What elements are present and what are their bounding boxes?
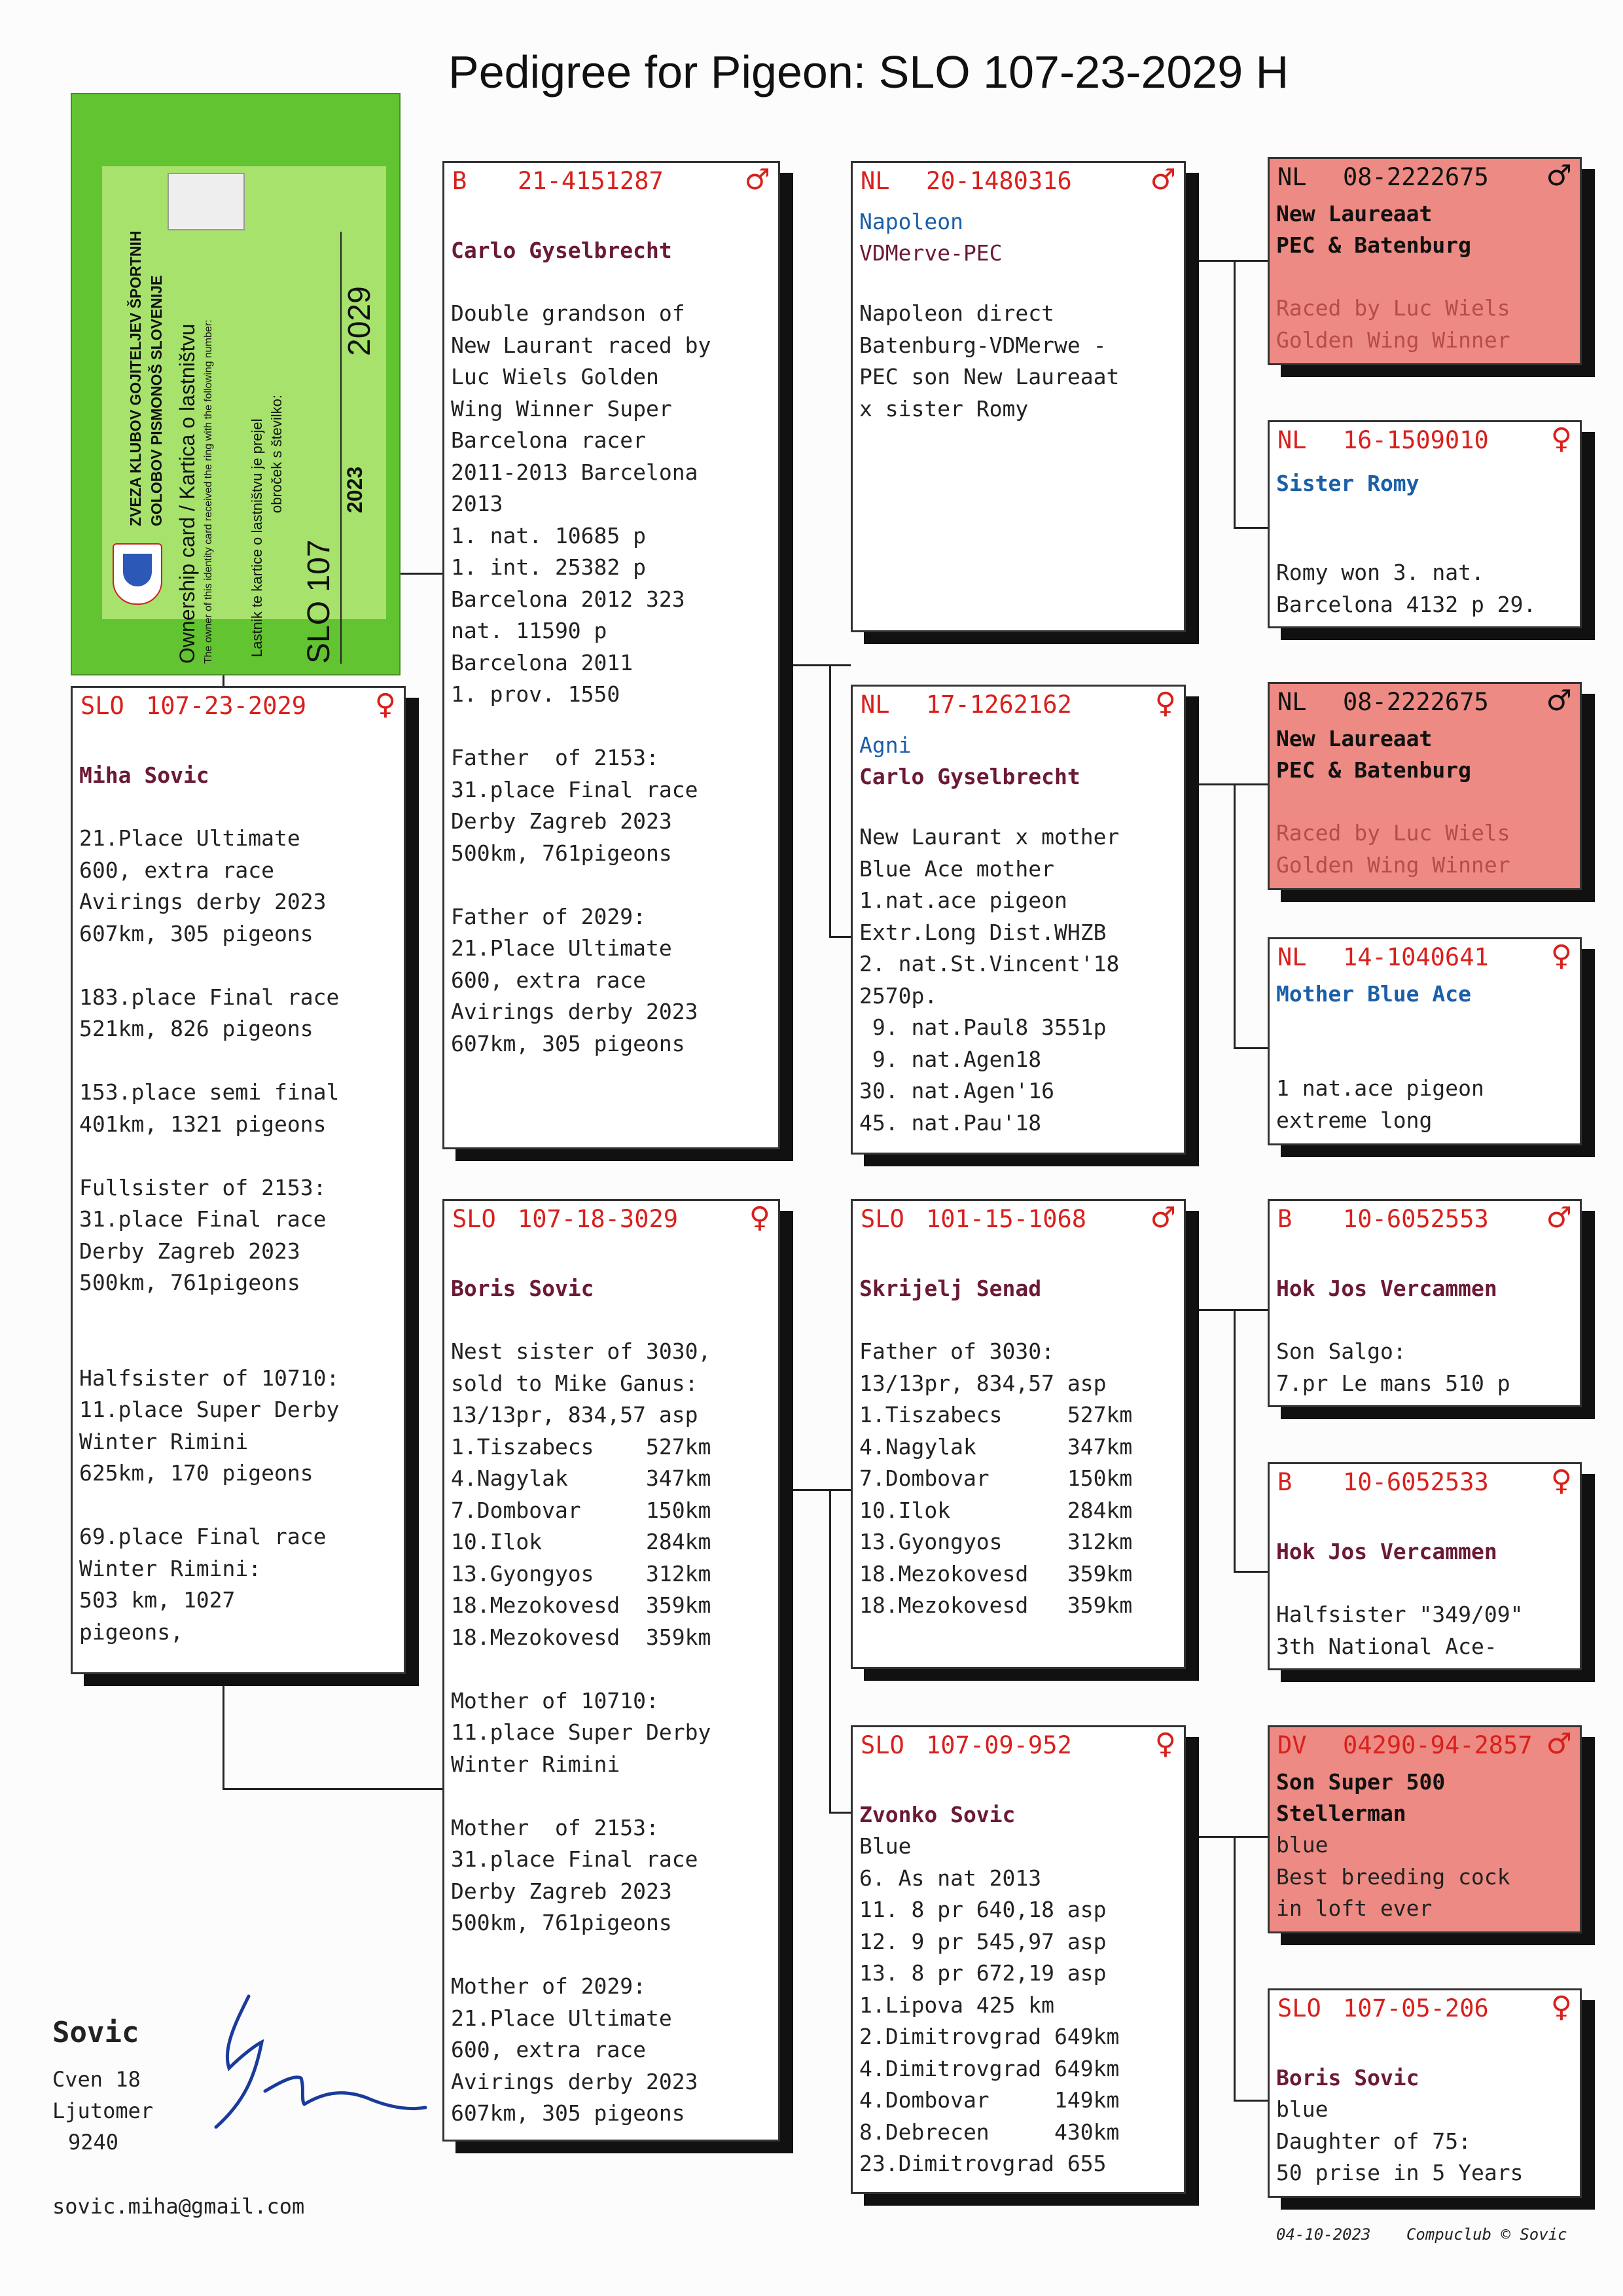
owner-note1: Lastnik te kartice o lastništvu je prejel <box>249 418 265 657</box>
owner-name: Zvonko Sovic <box>859 1802 1016 1827</box>
ring-number: 10-6052553 <box>1343 1205 1489 1233</box>
sex-icon: ♂ <box>1546 1727 1572 1761</box>
ring-year: 2023 <box>343 466 366 513</box>
card-notes: Halfsister "349/09" 3th National Ace- <box>1276 1602 1524 1659</box>
ring-number: 107-09-952 <box>926 1731 1072 1759</box>
connector <box>223 1788 444 1790</box>
card-notes: Son Salgo: 7.pr Le mans 510 p <box>1276 1338 1510 1396</box>
card-notes: blue Daughter of 75: 50 prise in 5 Years <box>1276 2096 1524 2185</box>
ring-prefix: SLO <box>1277 1994 1321 2022</box>
card-notes: Raced by Luc Wiels Golden Wing Winner <box>1276 820 1510 878</box>
org-line2: GOLOBOV PISMONOŠ SLOVENIJE <box>148 275 165 526</box>
card-subtitle: The owner of this identity card received the ring with the following number: <box>203 319 214 664</box>
pigeon-card-dam-dam[interactable] <box>851 1725 1186 2194</box>
owner-note2: obroček s številko: <box>268 395 285 513</box>
ring-prefix: DV <box>1277 1731 1307 1759</box>
ring-number: 107-18-3029 <box>518 1205 679 1233</box>
ring-prefix: NL <box>861 691 890 719</box>
ring-number: 16-1509010 <box>1343 426 1489 454</box>
footer-date: 04-10-2023 <box>1276 2225 1371 2244</box>
signature-icon <box>157 1983 432 2140</box>
sex-icon: ♀ <box>1550 422 1572 456</box>
card-notes: Double grandson of New Laurant raced by Luc Wiels Golden Wing Winner Super Barcelona racer 2011-2013 Barcelona 2013 1. nat. 10685 p 1. int. 25382 p Barcelona 2012 323 nat. 11590 p Barcelona 2011 1. prov. 1550 Father of 2153: 31.place Final race Derby Zagreb 2023 500km, 761pigeons Father of 2029: 21.Place Ultimate 600, extra race Avirings derby 2023 607km, 305 pigeons <box>451 300 711 1056</box>
sex-icon: ♂ <box>1150 1201 1176 1234</box>
ring-prefix: B <box>1277 1205 1293 1233</box>
ring-prefix: NL <box>861 167 890 195</box>
ring-number: 21-4151287 <box>518 167 664 195</box>
connector <box>1234 527 1268 529</box>
ring-number: 10-6052533 <box>1343 1468 1489 1496</box>
ownership-card <box>71 93 401 675</box>
pigeon-card-sire-sire[interactable] <box>851 161 1186 632</box>
form-line <box>340 232 342 664</box>
owner-city: Ljutomer <box>52 2098 154 2123</box>
sex-icon: ♂ <box>1150 163 1176 196</box>
ring-prefix: NL <box>1277 688 1307 716</box>
pigeon-card-dds[interactable] <box>1268 1725 1582 1933</box>
owner-name: Hok Jos Vercammen <box>1276 1276 1497 1301</box>
connector <box>1194 260 1268 262</box>
pigeon-name: Sister Romy <box>1276 471 1419 496</box>
owner-street: Cven 18 <box>52 2067 141 2092</box>
ring-prefix: B <box>452 167 467 195</box>
card-notes: Romy won 3. nat. Barcelona 4132 p 29. <box>1276 560 1537 617</box>
sex-icon: ♀ <box>1154 687 1176 720</box>
pigeon-name: New Laureaat <box>1276 726 1433 751</box>
owner-name: Hok Jos Vercammen <box>1276 1539 1497 1564</box>
sex-icon: ♂ <box>1546 684 1572 717</box>
pigeon-name: Son Super 500 <box>1276 1769 1446 1795</box>
owner-name: Carlo Gyselbrecht <box>859 764 1080 789</box>
connector <box>1234 783 1236 1049</box>
pigeon-card-dam-sire[interactable] <box>851 1199 1186 1669</box>
pigeon-name: Mother Blue Ace <box>1276 981 1472 1007</box>
card-notes: Nest sister of 3030, sold to Mike Ganus: 13/13pr, 834,57 asp 1.Tiszabecs 527km 4.Nagylak 347km 7.Dombovar 150km 10.Ilok 284km 13.Gyongyos 312km 18.Mezokovesd 359km 18.Mezokovesd 359km Mother of 10710: 11.place Super Derby Winter Rimini Mother of 2153: 31.place Final race Derby Zagreb 2023 500km, 761pigeons Mother of 2029: 21.Place Ultimate 600, extra race Avirings derby 2023 607km, 305 pigeons <box>451 1338 711 2126</box>
pigeon-card-sire-dam[interactable] <box>851 685 1186 1155</box>
footer <box>1276 2225 1567 2244</box>
connector <box>223 1685 224 1790</box>
card-notes: 21.Place Ultimate 600, extra race Avirings derby 2023 607km, 305 pigeons 183.place Final race 521km, 826 pigeons 153.place semi final 401km, 1321 pigeons Fullsister of 2153: 31.place Final race Derby Zagreb 2023 500km, 761pigeons Halfsister of 10710: 11.place Super Derby Winter Rimini 625km, 170 pigeons 69.place Final race Winter Rimini: 503 km, 1027 pigeons, <box>79 825 340 1645</box>
connector <box>829 664 831 938</box>
ring-prefix: NL <box>1277 163 1307 191</box>
owner-email[interactable]: sovic.miha@gmail.com <box>52 2194 305 2219</box>
pigeon-card-dss[interactable] <box>1268 1199 1582 1407</box>
connector <box>829 1489 831 1813</box>
slovenia-emblem-icon <box>113 543 162 605</box>
ring-prefix: SLO <box>861 1731 904 1759</box>
card-notes: blue Best breeding cock in loft ever <box>1276 1832 1510 1921</box>
ring-number: 107-23-2029 <box>146 692 307 720</box>
ring-prefix: SLO <box>80 692 124 720</box>
owner-zip: 9240 <box>68 2130 119 2155</box>
ring-number: 20-1480316 <box>926 167 1072 195</box>
pigeon-card-sds[interactable] <box>1268 682 1582 890</box>
connector <box>779 1489 851 1491</box>
ring-number: 08-2222675 <box>1343 688 1489 716</box>
connector <box>829 1812 851 1814</box>
sex-icon: ♀ <box>374 688 396 721</box>
sex-icon: ♀ <box>749 1201 770 1234</box>
pigeon-card-subject[interactable] <box>71 686 406 1674</box>
owner-name: Boris Sovic <box>1276 2065 1419 2090</box>
ring-number: 04290-94-2857 <box>1343 1731 1533 1759</box>
ring-number: 14-1040641 <box>1343 943 1489 971</box>
pigeon-card-dam[interactable] <box>442 1199 780 2142</box>
ring-prefix: NL <box>1277 943 1307 971</box>
sex-icon: ♂ <box>1546 159 1572 192</box>
owner-name: Stellerman <box>1276 1801 1406 1826</box>
pigeon-name: New Laureaat <box>1276 201 1433 226</box>
sex-icon: ♀ <box>1550 1464 1572 1498</box>
connector <box>1234 2100 1268 2102</box>
footer-credit: Compuclub © Sovic <box>1406 2225 1567 2244</box>
card-notes: New Laurant x mother Blue Ace mother 1.nat.ace pigeon Extr.Long Dist.WHZB 2. nat.St.Vincent'18 2570p. 9. nat.Paul8 3551p 9. nat.Agen18 30. nat.Agen'16 45. nat.Pau'18 <box>859 824 1120 1136</box>
pigeon-card-ssd[interactable] <box>1268 420 1582 628</box>
pigeon-card-sss[interactable] <box>1268 157 1582 365</box>
pigeon-name: Agni <box>859 732 912 758</box>
card-notes: Blue 6. As nat 2013 11. 8 pr 640,18 asp 12. 9 pr 545,97 asp 13. 8 pr 672,19 asp 1.Lipova 425 km 2.Dimitrovgrad 649km 4.Dimitrovgrad 649km 4.Dombovar 149km 8.Debrecen 430km 23.Dimitrovgrad 655 <box>859 1833 1120 2176</box>
card-notes: 1 nat.ace pigeon extreme long <box>1276 1075 1484 1133</box>
ring-number: 17-1262162 <box>926 691 1072 719</box>
pigeon-card-sdd[interactable] <box>1268 937 1582 1145</box>
connector <box>1234 1571 1268 1573</box>
owner-name: Skrijelj Senad <box>859 1276 1042 1301</box>
connector <box>1234 1047 1268 1049</box>
ring-number: 08-2222675 <box>1343 163 1489 191</box>
club-crest-icon <box>168 173 245 230</box>
sex-icon: ♀ <box>1550 1990 1572 2024</box>
connector <box>1234 260 1236 528</box>
owner-name: PEC & Batenburg <box>1276 232 1472 258</box>
page-title: Pedigree for Pigeon: SLO 107-23-2029 H <box>448 46 1289 98</box>
ring-number: 2029 <box>342 286 377 356</box>
ring-prefix: NL <box>1277 426 1307 454</box>
card-notes: Napoleon direct Batenburg-VDMerwe - PEC son New Laureaat x sister Romy <box>859 300 1120 422</box>
owner-name: Boris Sovic <box>451 1276 594 1301</box>
owner-name: Miha Sovic <box>79 762 209 788</box>
owner-name: Carlo Gyselbrecht <box>451 238 672 263</box>
owner-name: Sovic <box>52 2016 139 2049</box>
card-title: Ownership card / Kartica o lastništvu <box>175 323 199 664</box>
connector <box>1194 1309 1268 1311</box>
connector <box>1234 1836 1236 2101</box>
pigeon-card-ddd[interactable] <box>1268 1988 1582 2198</box>
pigeon-card-dsd[interactable] <box>1268 1462 1582 1670</box>
sex-icon: ♀ <box>1550 939 1572 973</box>
ring-prefix: SLO <box>861 1205 904 1233</box>
ring-prefix: B <box>1277 1468 1293 1496</box>
card-notes: Raced by Luc Wiels Golden Wing Winner <box>1276 295 1510 353</box>
connector <box>401 573 444 575</box>
org-line1: ZVEZA KLUBOV GOJITELJEV ŠPORTNIH <box>127 230 144 526</box>
connector <box>829 936 851 938</box>
sex-icon: ♂ <box>744 163 770 196</box>
owner-name: PEC & Batenburg <box>1276 757 1472 783</box>
connector <box>1194 1836 1268 1838</box>
pigeon-card-sire[interactable] <box>442 161 780 1149</box>
connector <box>779 664 851 666</box>
owner-name: VDMerve-PEC <box>859 240 1003 266</box>
connector <box>1194 783 1268 785</box>
ring-prefix: SLO <box>452 1205 496 1233</box>
connector <box>1234 1309 1236 1572</box>
sex-icon: ♂ <box>1546 1201 1572 1234</box>
pigeon-name: Napoleon <box>859 209 963 234</box>
ring-number: 107-05-206 <box>1343 1994 1489 2022</box>
card-notes: Father of 3030: 13/13pr, 834,57 asp 1.Tiszabecs 527km 4.Nagylak 347km 7.Dombovar 150km 10.Ilok 284km 13.Gyongyos 312km 18.Mezokovesd 359km 18.Mezokovesd 359km <box>859 1338 1133 1618</box>
ring-country: SLO 107 <box>302 539 336 664</box>
sex-icon: ♀ <box>1154 1727 1176 1761</box>
ring-number: 101-15-1068 <box>926 1205 1087 1233</box>
